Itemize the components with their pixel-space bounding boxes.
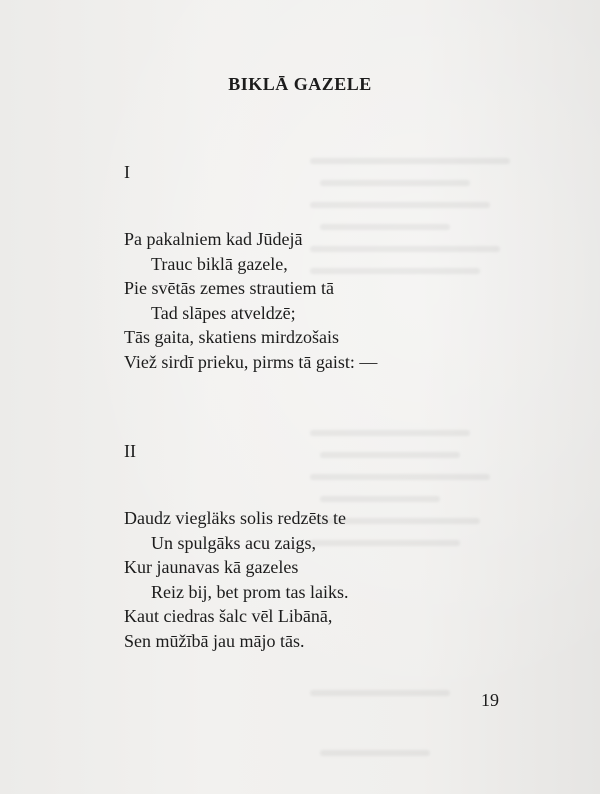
poem-line: Pa pakalniem kad Jūdejā	[124, 229, 303, 249]
section-number-1: I	[124, 162, 130, 182]
poem-line: Trauc biklā gazele,	[151, 253, 288, 274]
stanza-1	[124, 227, 377, 374]
section-number-2: II	[124, 441, 136, 461]
poem-line: Reiz bij, bet prom tas laiks.	[151, 581, 349, 602]
poem-line: Sen mūžībā jau mājo tās.	[124, 630, 305, 651]
poem-line: Tās gaita, skatiens mirdzošais	[124, 327, 339, 347]
poem-line: Pie svētās zemes strautiem tā	[124, 278, 334, 298]
poem-line: Viež sirdī prieku, pirms tā gaist: —	[124, 351, 378, 372]
stanza-2	[124, 506, 348, 653]
poem-line: Un spulgāks acu zaigs,	[151, 532, 316, 553]
page-number: 19	[481, 690, 499, 710]
poem-line: Kur jaunavas kā gazeles	[124, 557, 299, 577]
poem-line: Tad slāpes atveldzē;	[151, 302, 296, 323]
poem-line: Daudz viegläks solis redzēts te	[124, 508, 346, 528]
poem-line: Kaut ciedras šalc vēl Libānā,	[124, 606, 333, 626]
poem-title: BIKLĀ GAZELE	[228, 74, 372, 94]
